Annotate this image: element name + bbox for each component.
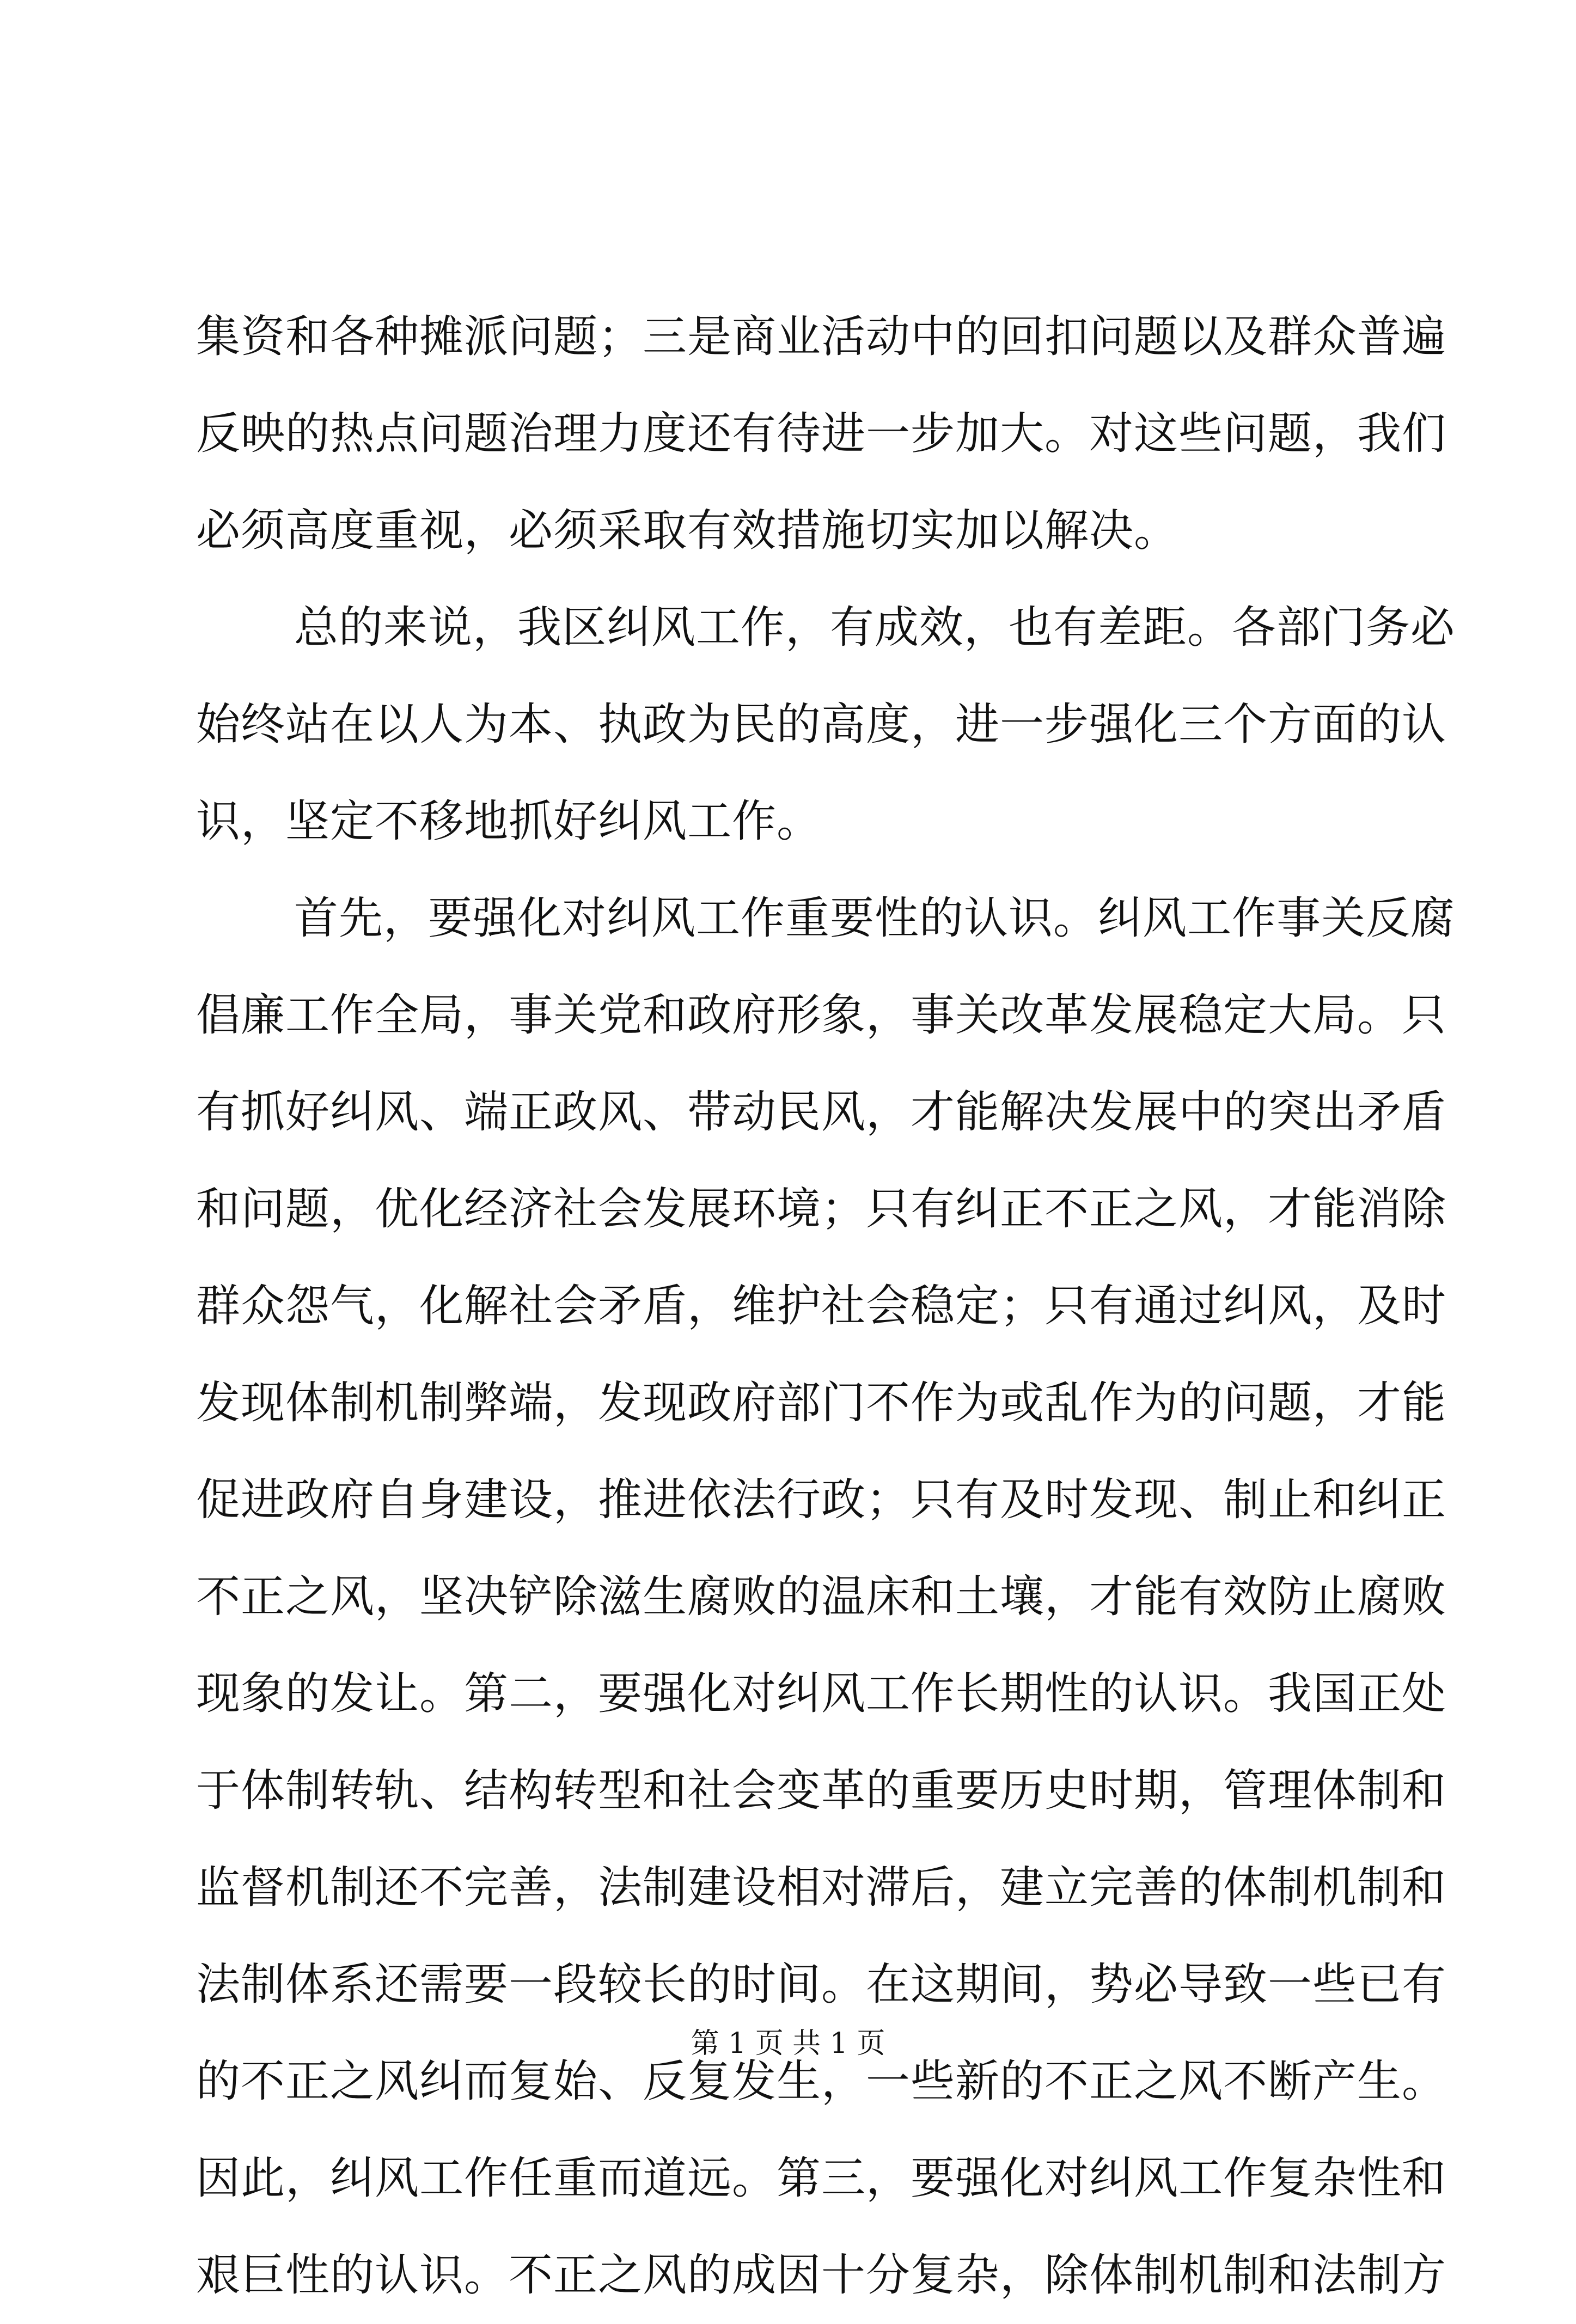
text-line: 的不正之风纠而复始、反复发生，一些新的不正之风不断产生。: [196, 2056, 1447, 2107]
text-line: 监督机制还不完善，法制建设相对滞后，建立完善的体制机制和: [196, 1862, 1447, 1913]
text-line: 反映的热点问题治理力度还有待进一步加大。对这些问题，我们: [196, 408, 1447, 460]
text-line: 有抓好纠风、端正政风、带动民风，才能解决发展中的突出矛盾: [196, 1087, 1447, 1138]
text-line: 促进政府自身建设，推进依法行政；只有及时发现、制止和纠正: [196, 1475, 1447, 1526]
document-body: [196, 289, 1456, 2324]
text-line: 集资和各种摊派问题；三是商业活动中的回扣问题以及群众普遍: [196, 311, 1447, 363]
text-line: 于体制转轨、结构转型和社会变革的重要历史时期，管理体制和: [196, 1765, 1447, 1817]
text-line: 现象的发让。第二，要强化对纠风工作长期性的认识。我国正处: [196, 1668, 1447, 1720]
page-number-footer: 第 1 页 共 1 页: [691, 2027, 885, 2060]
text-line: 群众怨气，化解社会矛盾，维护社会稳定；只有通过纠风，及时: [196, 1281, 1447, 1332]
text-line: 识，坚定不移地抓好纠风工作。: [196, 796, 822, 847]
text-line: 倡廉工作全局，事关党和政府形象，事关改革发展稳定大局。只: [196, 990, 1447, 1041]
text-line: 因此，纠风工作任重而道远。第三，要强化对纠风工作复杂性和: [196, 2153, 1447, 2204]
paragraph-first-line: 总的来说，我区纠风工作，有成效，也有差距。各部门务必: [294, 602, 1456, 653]
text-line: 法制体系还需要一段较长的时间。在这期间，势必导致一些已有: [196, 1959, 1447, 2010]
text-line: 发现体制机制弊端，发现政府部门不作为或乱作为的问题，才能: [196, 1378, 1447, 1429]
text-line: 和问题，优化经济社会发展环境；只有纠正不正之风，才能消除: [196, 1184, 1447, 1235]
paragraph-first-line: 首先，要强化对纠风工作重要性的认识。纠风工作事关反腐: [294, 893, 1456, 944]
text-line: 不正之风，坚决铲除滋生腐败的温床和土壤，才能有效防止腐败: [196, 1571, 1447, 1623]
text-line: 必须高度重视，必须采取有效措施切实加以解决。: [196, 505, 1179, 556]
text-line: 始终站在以人为本、执政为民的高度，进一步强化三个方面的认: [196, 699, 1447, 750]
text-line: 艰巨性的认识。不正之风的成因十分复杂，除体制机制和法制方: [196, 2250, 1447, 2301]
